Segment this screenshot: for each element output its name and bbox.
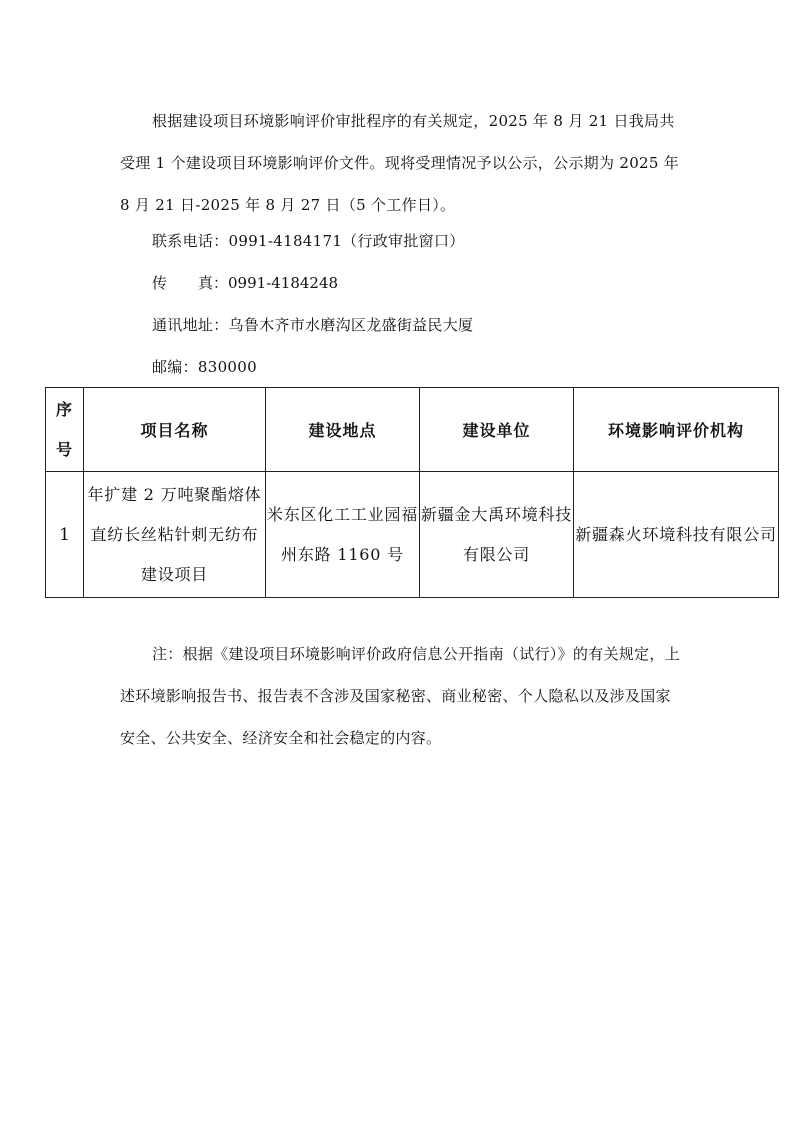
contact-postcode bbox=[152, 356, 257, 378]
phone-value: 0991-4184171（行政审批窗口） bbox=[228, 232, 465, 250]
intro-paragraph: 根据建设项目环境影响评价审批程序的有关规定，2025 年 8 月 21 日我局共受理 1 个建设项目环境影响评价文件。现将受理情况予以公示，公示期为 2025 年 8 月 21 日-2025 年 8 月 27 日（5 个工作日）。 bbox=[120, 112, 680, 214]
fax-value: 0991-4184248 bbox=[228, 274, 339, 292]
header-seq bbox=[46, 388, 84, 472]
address-value: 乌鲁木齐市水磨沟区龙盛街益民大厦 bbox=[228, 316, 474, 334]
header-seq-line1: 序 bbox=[55, 399, 73, 419]
header-project-name: 项目名称 bbox=[84, 388, 266, 472]
header-seq-line2: 号 bbox=[55, 439, 73, 459]
postcode-value: 830000 bbox=[197, 358, 257, 376]
postcode-label: 邮编： bbox=[152, 358, 198, 376]
cell-project-name: 年扩建 2 万吨聚酯熔体直纺长丝粘针刺无纺布建设项目 bbox=[84, 472, 266, 598]
cell-location: 米东区化工工业园福州东路 1160 号 bbox=[266, 472, 420, 598]
address-label: 通讯地址： bbox=[152, 316, 229, 334]
cell-construction-unit: 新疆金大禹环境科技有限公司 bbox=[420, 472, 574, 598]
header-location: 建设地点 bbox=[266, 388, 420, 472]
fax-label-second: 真： bbox=[198, 274, 229, 292]
table-row bbox=[46, 472, 779, 598]
cell-seq: 1 bbox=[46, 472, 84, 598]
header-construction-unit: 建设单位 bbox=[420, 388, 574, 472]
contact-address bbox=[152, 314, 473, 336]
contact-phone bbox=[152, 230, 465, 252]
table-header-row bbox=[46, 388, 779, 472]
fax-label-first: 传 bbox=[152, 274, 168, 292]
cell-eia-agency: 新疆森火环境科技有限公司 bbox=[574, 472, 779, 598]
header-eia-agency: 环境影响评价机构 bbox=[574, 388, 779, 472]
contact-fax bbox=[152, 272, 338, 294]
project-table bbox=[45, 387, 779, 598]
phone-label: 联系电话： bbox=[152, 232, 229, 250]
note-paragraph: 注：根据《建设项目环境影响评价政府信息公开指南（试行）》的有关规定，上述环境影响报告书、报告表不含涉及国家秘密、商业秘密、个人隐私以及涉及国家安全、公共安全、经济安全和社会稳定的内容。 bbox=[120, 645, 681, 747]
